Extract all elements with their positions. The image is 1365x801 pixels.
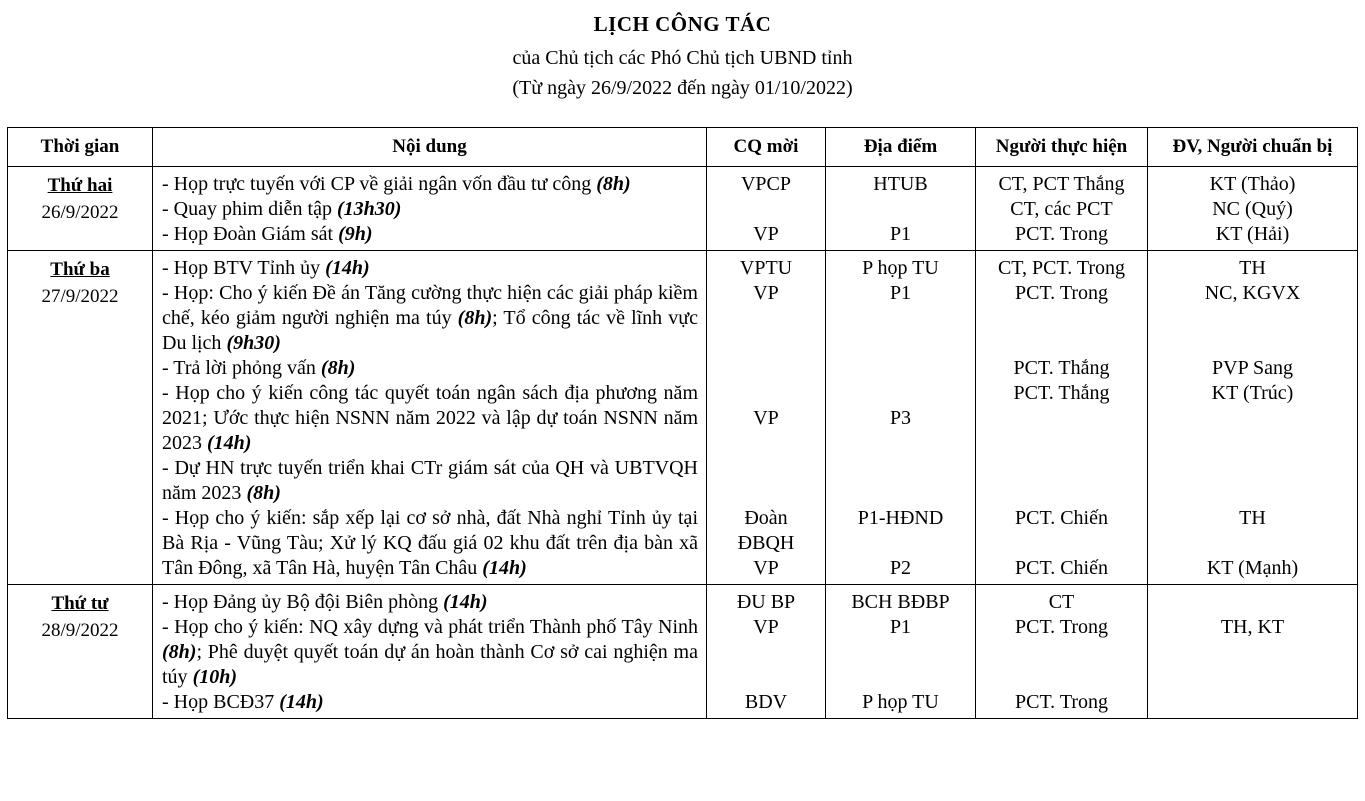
- schedule-table: [7, 127, 1358, 719]
- executor-cell: [976, 167, 1148, 251]
- item-time: (8h): [246, 482, 281, 504]
- content-cell: [153, 167, 707, 251]
- day-date: 27/9/2022: [41, 286, 119, 307]
- list-item: [162, 256, 698, 281]
- day-cell: [8, 251, 153, 585]
- location: [826, 306, 975, 331]
- day-name: Thứ tư: [51, 593, 109, 614]
- list-item: [162, 381, 698, 456]
- preparer: [1148, 431, 1357, 456]
- executor: [976, 531, 1147, 556]
- executor: PCT. Trong: [1014, 691, 1108, 713]
- preparer: PVP Sang: [1212, 357, 1293, 379]
- executor: [976, 406, 1147, 431]
- item-time: (9h30): [226, 332, 281, 354]
- inviting-agency: [707, 431, 825, 456]
- list-item: [162, 356, 698, 381]
- inviting-agency: BDV: [744, 691, 788, 713]
- executor: PCT. Trong: [1014, 282, 1108, 304]
- location: [826, 481, 975, 506]
- inviting-agency: VP: [753, 282, 779, 304]
- inviting-agency-cell: [707, 167, 826, 251]
- preparer: [1148, 306, 1357, 331]
- inviting-agency: VP: [753, 616, 779, 638]
- day-cell: [8, 585, 153, 719]
- preparer: [1148, 665, 1357, 690]
- item-text: ; Tổ công tác về lĩnh vực Du lịch: [162, 307, 698, 354]
- day-cell: [8, 167, 153, 251]
- preparer: KT (Trúc): [1211, 382, 1294, 404]
- executor-cell: [976, 585, 1148, 719]
- location: [826, 665, 975, 690]
- preparer: TH: [1239, 257, 1266, 279]
- executor: PCT. Thắng: [1013, 357, 1110, 379]
- executor: PCT. Trong: [1014, 223, 1108, 245]
- preparer: TH: [1239, 507, 1266, 529]
- table-row: [8, 251, 1358, 585]
- preparer: NC, KGVX: [1204, 282, 1301, 304]
- executor-cell: [976, 251, 1148, 585]
- inviting-agency: [707, 640, 825, 665]
- executor: [976, 481, 1147, 506]
- preparer-cell: [1148, 167, 1358, 251]
- inviting-agency: VP: [753, 557, 779, 579]
- item-time: (8h): [596, 173, 631, 195]
- list-item: [162, 690, 698, 715]
- location-cell: [826, 585, 976, 719]
- location: [826, 531, 975, 556]
- page-subtitle: của Chủ tịch các Phó Chủ tịch UBND tỉnh: [512, 47, 853, 69]
- page-title: LỊCH CÔNG TÁC: [593, 12, 772, 36]
- list-item: [162, 172, 698, 197]
- item-time: (9h): [338, 223, 373, 245]
- inviting-agency: VP: [753, 407, 779, 429]
- preparer-cell: [1148, 251, 1358, 585]
- item-time: (10h): [192, 666, 238, 688]
- column-header-preparer: ĐV, Người chuẩn bị: [1148, 128, 1358, 167]
- location: [826, 381, 975, 406]
- item-time: (14h): [279, 691, 324, 713]
- executor: [976, 640, 1147, 665]
- inviting-agency: [707, 356, 825, 381]
- executor: [976, 331, 1147, 356]
- inviting-agency-cell: [707, 585, 826, 719]
- preparer: [1148, 481, 1357, 506]
- executor: CT: [1048, 591, 1075, 613]
- location: P họp TU: [862, 257, 939, 279]
- item-time: (13h30): [336, 198, 402, 220]
- location-cell: [826, 251, 976, 585]
- preparer: KT (Mạnh): [1206, 557, 1299, 579]
- location: BCH BĐBP: [851, 591, 950, 613]
- preparer: [1148, 531, 1357, 556]
- item-text: - Họp cho ý kiến công tác quyết toán ngân sách địa phương năm 2021; Ước thực hiện NSNN năm 2022 và lập dự toán NSNN năm 2023: [162, 382, 698, 454]
- item-text: - Họp cho ý kiến: NQ xây dựng và phát triển Thành phố Tây Ninh: [162, 616, 698, 638]
- table-row: [8, 167, 1358, 251]
- location: P họp TU: [862, 691, 939, 713]
- item-time: (8h): [320, 357, 356, 379]
- item-time: (8h): [457, 307, 493, 329]
- preparer: [1148, 406, 1357, 431]
- list-item: [162, 197, 698, 222]
- item-text: - Dự HN trực tuyến triển khai CTr giám sát của QH và UBTVQH năm 2023: [162, 457, 698, 504]
- executor: CT, PCT. Trong: [997, 257, 1126, 279]
- inviting-agency: ĐBQH: [737, 532, 795, 554]
- inviting-agency: [707, 456, 825, 481]
- preparer: [1148, 456, 1357, 481]
- list-item: [162, 222, 698, 247]
- executor: PCT. Chiến: [1015, 507, 1108, 529]
- location: P1: [889, 282, 912, 304]
- inviting-agency-cell: [707, 251, 826, 585]
- column-header-time: Thời gian: [8, 128, 153, 167]
- item-text: - Họp: Cho ý kiến Đề án Tăng cường thực hiện các giải pháp kiềm chế, kéo giảm người nghiện ma túy: [162, 282, 698, 329]
- inviting-agency: ĐU BP: [736, 591, 796, 613]
- item-text: - Quay phim diễn tập: [162, 198, 337, 220]
- table-row: [8, 585, 1358, 719]
- preparer: KT (Hải): [1215, 223, 1290, 245]
- day-date: 26/9/2022: [41, 202, 119, 223]
- column-header-content: Nội dung: [153, 128, 707, 167]
- inviting-agency: [707, 381, 825, 406]
- day-date: 28/9/2022: [41, 620, 119, 641]
- preparer: [1148, 690, 1357, 715]
- column-header-location: Địa điểm: [826, 128, 976, 167]
- location: [826, 431, 975, 456]
- inviting-agency: [707, 306, 825, 331]
- list-item: [162, 615, 698, 690]
- inviting-agency: [707, 331, 825, 356]
- executor: PCT. Trong: [1014, 616, 1108, 638]
- preparer: [1148, 640, 1357, 665]
- location: P1: [889, 616, 912, 638]
- location: P2: [889, 557, 912, 579]
- column-header-inviting-agency: CQ mời: [707, 128, 826, 167]
- list-item: [162, 281, 698, 356]
- preparer: NC (Quý): [1212, 198, 1293, 220]
- location: [826, 331, 975, 356]
- item-text: - Họp BTV Tỉnh ủy: [162, 257, 326, 279]
- preparer: [1148, 331, 1357, 356]
- preparer: [1148, 590, 1357, 615]
- item-time: (8h): [162, 641, 197, 663]
- location: [826, 356, 975, 381]
- table-header-row: [8, 128, 1358, 167]
- location: [826, 197, 975, 222]
- inviting-agency: [707, 665, 825, 690]
- list-item: [162, 506, 698, 581]
- inviting-agency: VP: [753, 223, 779, 245]
- day-name: Thứ hai: [47, 175, 113, 196]
- content-cell: [153, 251, 707, 585]
- executor: [976, 431, 1147, 456]
- location: [826, 640, 975, 665]
- item-text: - Họp trực tuyến với CP về giải ngân vốn đầu tư công: [162, 173, 597, 195]
- inviting-agency: [707, 197, 825, 222]
- executor: CT, các PCT: [1010, 198, 1113, 220]
- executor: [976, 306, 1147, 331]
- item-text: - Họp Đảng ủy Bộ đội Biên phòng: [162, 591, 444, 613]
- inviting-agency: VPCP: [740, 173, 792, 195]
- item-text: - Trả lời phỏng vấn: [162, 357, 321, 379]
- location: P1: [889, 223, 912, 245]
- content-cell: [153, 585, 707, 719]
- executor: [976, 665, 1147, 690]
- location: P1-HĐND: [857, 507, 944, 529]
- location: HTUB: [873, 173, 928, 195]
- inviting-agency: VPTU: [739, 257, 793, 279]
- day-name: Thứ ba: [50, 259, 110, 280]
- list-item: [162, 590, 698, 615]
- preparer: KT (Thảo): [1209, 173, 1296, 195]
- inviting-agency: [707, 481, 825, 506]
- item-time: (14h): [443, 591, 488, 613]
- item-text: ; Phê duyệt quyết toán dự án hoàn thành Cơ sở cai nghiện ma túy: [162, 641, 698, 688]
- item-text: - Họp cho ý kiến: sắp xếp lại cơ sở nhà, đất Nhà nghỉ Tỉnh ủy tại Bà Rịa - Vũng Tàu; Xử lý KQ đấu giá 02 khu đất trên địa bàn xã Tân Đông, xã Tân Hà, huyện Tân Châu: [162, 507, 698, 579]
- location: P3: [889, 407, 912, 429]
- executor: PCT. Thắng: [1013, 382, 1110, 404]
- item-text: - Họp Đoàn Giám sát: [162, 223, 339, 245]
- executor: [976, 456, 1147, 481]
- location: [826, 456, 975, 481]
- item-time: (14h): [207, 432, 252, 454]
- executor: CT, PCT Thắng: [998, 173, 1125, 195]
- item-time: (14h): [482, 557, 527, 579]
- column-header-executor: Người thực hiện: [976, 128, 1148, 167]
- item-text: - Họp BCĐ37: [162, 691, 280, 713]
- inviting-agency: Đoàn: [744, 507, 788, 529]
- date-range: (Từ ngày 26/9/2022 đến ngày 01/10/2022): [512, 77, 853, 99]
- executor: PCT. Chiến: [1015, 557, 1108, 579]
- item-time: (14h): [325, 257, 370, 279]
- preparer: TH, KT: [1220, 616, 1285, 638]
- preparer-cell: [1148, 585, 1358, 719]
- list-item: [162, 456, 698, 506]
- location-cell: [826, 167, 976, 251]
